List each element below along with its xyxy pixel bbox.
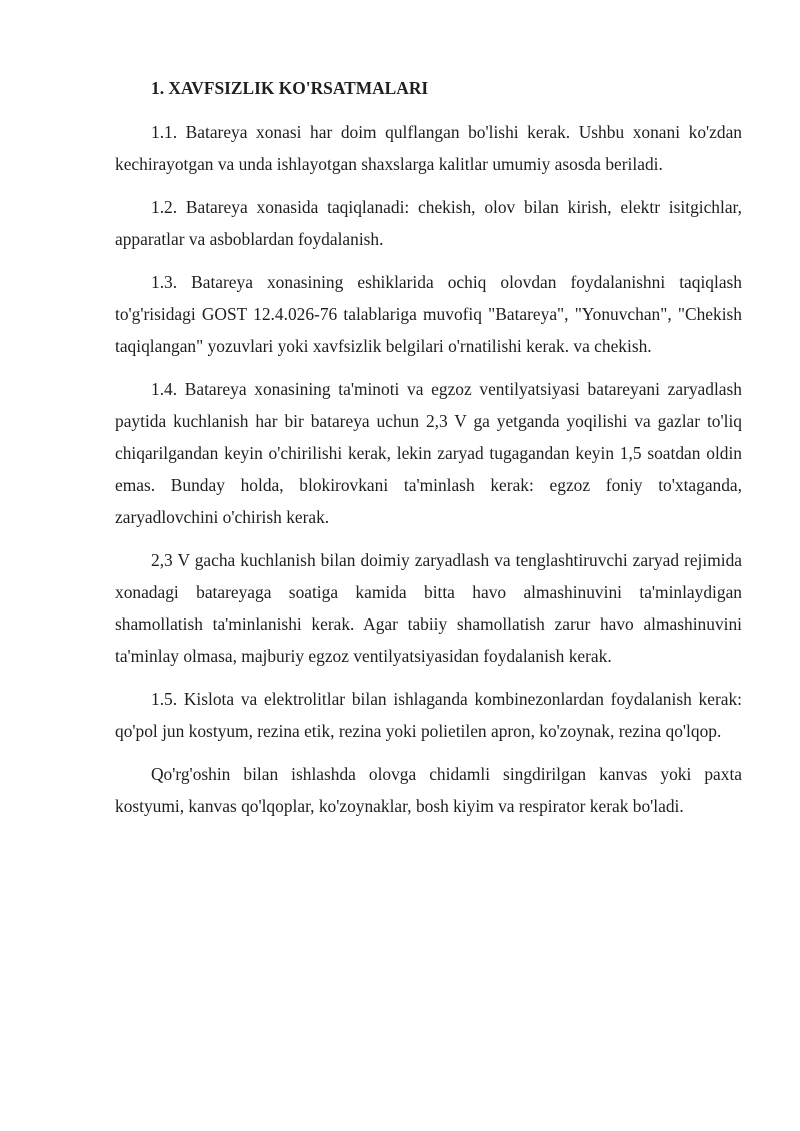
- paragraph-1-3: 1.3. Batareya xonasining eshiklarida ochiq olovdan foydalanishni taqiqlash to'g'risidagi GOST 12.4.026-76 talablariga muvofiq "Batareya", "Yonuvchan", "Chekish taqiqlangan" yozuvlari yoki xavfsizlik belgilari o'rnatilishi kerak. va chekish.: [115, 272, 742, 356]
- paragraph-1-1: 1.1. Batareya xonasi har doim qulflangan bo'lishi kerak. Ushbu xonani ko'zdan kechirayotgan va unda ishlayotgan shaxslarga kalitlar umumiy asosda beriladi.: [115, 122, 742, 174]
- paragraph-1-2: 1.2. Batareya xonasida taqiqlanadi: chekish, olov bilan kirish, elektr isitgichlar, apparatlar va asboblardan foydalanish.: [115, 197, 742, 249]
- paragraph-1-4-continued: 2,3 V gacha kuchlanish bilan doimiy zaryadlash va tenglashtiruvchi zaryad rejimida xonadagi batareyaga soatiga kamida bitta havo almashinuvini ta'minlaydigan shamollatish ta'minlanishi kerak. Agar tabiiy shamollatish zarur havo almashinuvini ta'minlay olmasa, majburiy egzoz ventilyatsiyasidan foydalanish kerak.: [115, 550, 742, 666]
- paragraph-1-5-continued: Qo'rg'oshin bilan ishlashda olovga chidamli singdirilgan kanvas yoki paxta kostyumi, kanvas qo'lqoplar, ko'zoynaklar, bosh kiyim va respirator kerak bo'ladi.: [115, 764, 742, 816]
- paragraph-1-4: 1.4. Batareya xonasining ta'minoti va egzoz ventilyatsiyasi batareyani zaryadlash paytida kuchlanish har bir batareya uchun 2,3 V ga yetganda yoqilishi va gazlar to'liq chiqarilgandan keyin o'chirilishi kerak, lekin zaryad tugagandan keyin 1,5 soatdan oldin emas. Bunday holda, blokirovkani ta'minlash kerak: egzoz foniy to'xtaganda, zaryadlovchini o'chirish kerak.: [115, 379, 742, 527]
- section-heading: 1. XAVFSIZLIK KO'RSATMALARI: [151, 78, 429, 98]
- paragraph-1-5: 1.5. Kislota va elektrolitlar bilan ishlaganda kombinezonlardan foydalanish kerak: qo'pol jun kostyum, rezina etik, rezina yoki polietilen apron, ko'zoynak, rezina qo'lqop.: [115, 689, 742, 741]
- document-page: [115, 72, 742, 833]
